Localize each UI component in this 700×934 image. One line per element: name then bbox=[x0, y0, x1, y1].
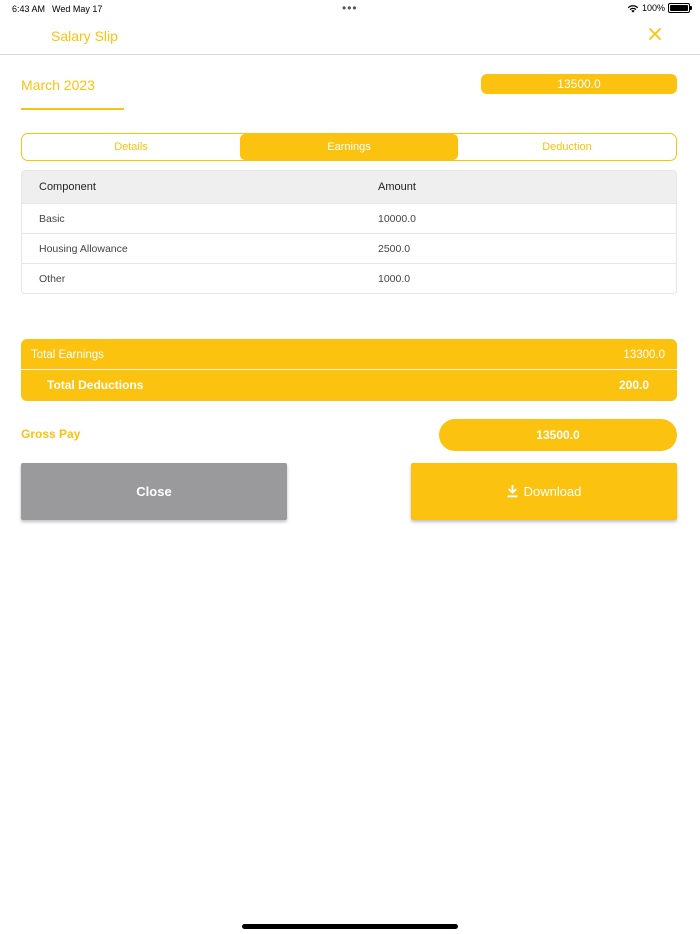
table-header bbox=[22, 171, 676, 203]
table-row bbox=[22, 203, 676, 233]
close-button[interactable]: Close bbox=[21, 463, 287, 520]
table-row bbox=[22, 233, 676, 263]
page-title: Salary Slip bbox=[51, 28, 118, 44]
net-amount-badge: 13500.0 bbox=[481, 74, 677, 94]
gross-pay-value: 13500.0 bbox=[439, 419, 677, 451]
component-cell: Other bbox=[39, 272, 66, 285]
earnings-table bbox=[21, 170, 677, 294]
download-icon bbox=[507, 485, 518, 498]
tab-earnings[interactable]: Earnings bbox=[240, 134, 458, 160]
wifi-icon bbox=[627, 4, 639, 13]
component-cell: Housing Allowance bbox=[39, 242, 128, 255]
status-time: 6:43 AM bbox=[12, 4, 46, 14]
status-right bbox=[627, 3, 690, 13]
multitasking-dots-icon[interactable]: ••• bbox=[342, 1, 358, 15]
table-row bbox=[22, 263, 676, 293]
column-header-component: Component bbox=[39, 181, 96, 193]
month-underline bbox=[21, 108, 124, 110]
tab-details[interactable]: Details bbox=[114, 141, 148, 153]
gross-pay-label: Gross Pay bbox=[21, 427, 81, 441]
download-button-label: Download bbox=[523, 484, 582, 499]
battery-icon bbox=[668, 3, 690, 13]
download-button[interactable] bbox=[411, 463, 677, 520]
column-header-amount: Amount bbox=[378, 181, 416, 193]
amount-cell: 1000.0 bbox=[378, 272, 411, 285]
tab-bar bbox=[21, 133, 677, 161]
total-deductions-row bbox=[21, 370, 677, 401]
amount-cell: 2500.0 bbox=[378, 242, 411, 255]
totals-summary bbox=[21, 339, 677, 401]
home-indicator[interactable] bbox=[242, 924, 458, 929]
total-earnings-row bbox=[21, 339, 677, 370]
status-date: Wed May 17 bbox=[52, 4, 103, 14]
total-earnings-label: Total Earnings bbox=[31, 349, 104, 361]
battery-percent: 100% bbox=[641, 3, 665, 13]
component-cell: Basic bbox=[39, 212, 65, 225]
total-earnings-value: 13300.0 bbox=[623, 349, 665, 361]
amount-cell: 10000.0 bbox=[378, 212, 416, 225]
tab-deduction[interactable]: Deduction bbox=[542, 141, 592, 153]
total-deductions-value: 200.0 bbox=[618, 378, 649, 392]
app-header bbox=[0, 18, 700, 55]
status-bar bbox=[0, 0, 700, 18]
close-x-icon[interactable] bbox=[648, 27, 662, 41]
total-deductions-label: Total Deductions bbox=[47, 378, 144, 392]
pay-period-month: March 2023 bbox=[21, 77, 95, 93]
